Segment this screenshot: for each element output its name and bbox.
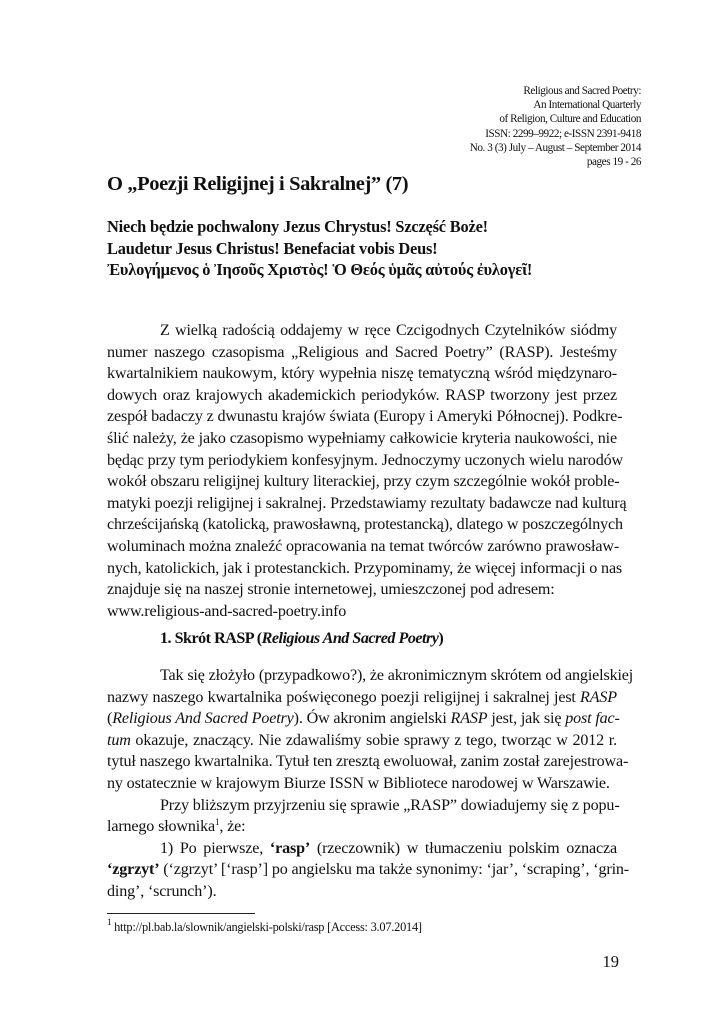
text-run-bold: ‘zgrzyt’ xyxy=(107,861,160,879)
footnote-number: 1 xyxy=(107,917,112,927)
text-run: okazuje, znaczący. Nie zdawaliśmy sobie sprawy z tego, tworząc w 2012 r. xyxy=(130,731,617,749)
text-line xyxy=(107,838,617,860)
text-run-italic: RASP xyxy=(580,688,617,706)
greeting-latin: Laudetur Jesus Christus! Benefaciat vobis Deus! xyxy=(107,238,438,258)
text-line: numer naszego czasopisma „Religious and Sacred Poetry” (RASP). Jesteśmy xyxy=(107,343,617,361)
section-paragraphs xyxy=(107,665,634,903)
text-line: chrześcijańską (katolicką, prawosławną, protestancką), dlatego w poszczególnych xyxy=(107,516,623,534)
section-heading-suffix: ) xyxy=(438,630,444,647)
text-line: Przy bliższym przyjrzeniu się sprawie „RASP” dowiadujemy się z popu- xyxy=(160,796,620,814)
footnote-reference[interactable]: 1 xyxy=(215,817,220,828)
text-line xyxy=(107,816,617,838)
text-run-italic: RASP xyxy=(450,710,488,728)
section-heading-prefix: 1. Skrót RASP ( xyxy=(160,630,262,647)
greetings-block xyxy=(107,216,532,281)
text-run: larnego słownika xyxy=(107,818,215,836)
masthead-line: Religious and Sacred Poetry: xyxy=(523,85,641,97)
footnote-text: http://pl.bab.la/slownik/angielski-polski/rasp [Access: 3.07.2014] xyxy=(111,920,422,934)
text-run: ( xyxy=(107,710,113,728)
text-line: Z wielką radością oddajemy w ręce Czcigodnych Czytelników siódmy xyxy=(160,322,617,339)
text-line: nych, katolickich, jak i protestanckich. Przypominamy, że więcej informacji o nas xyxy=(107,559,623,577)
text-run: 1) Po pierwsze, xyxy=(160,839,270,857)
text-line: ny ostatecznie w krajowym Biurze ISSN w Bibliotece narodowej w Warszawie. xyxy=(107,774,610,792)
page-number: 19 xyxy=(602,952,619,971)
section-heading-italic: Religious And Sacred Poetry xyxy=(261,630,439,647)
text-line xyxy=(107,859,629,881)
text-run-italic: tum xyxy=(107,731,131,749)
masthead-line: of Religion, Culture and Education xyxy=(499,113,641,126)
masthead-line: ISSN: 2299–9922; e-ISSN 2391-9418 xyxy=(485,127,641,140)
text-run: (rzeczownik) w tłumaczeniu polskim oznacza xyxy=(310,839,617,857)
article-title: O „Poezji Religijnej i Sakralnej” (7) xyxy=(107,173,409,195)
text-line: ding’, ‘scrunch’). xyxy=(107,882,217,900)
footnote xyxy=(107,917,422,935)
footnote-divider xyxy=(107,913,255,914)
text-run-italic: Religious And Sacred Poetry xyxy=(112,710,294,728)
masthead-line: pages 19 - 26 xyxy=(586,156,641,169)
text-run: jest, jak się xyxy=(487,710,566,728)
text-run-italic: post fac- xyxy=(565,710,620,728)
text-run: nazwy naszego kwartalnika poświęconego poezji religijnej i sakralnej jest xyxy=(107,688,581,706)
text-line: znajduje się na naszej stronie internetowej, umieszczonej pod adresem: xyxy=(107,581,555,599)
text-line: Tak się złożyło (przypadkowo?), że akronimicznym skrótem od angielskiej xyxy=(160,667,634,684)
text-line: kwartalnikiem naukowym, który wypełnia niszę tematyczną wśród międzynaro- xyxy=(107,365,617,383)
text-line: dowych oraz krajowych akademickich periodyków. RASP tworzony jest przez xyxy=(107,386,617,404)
website-url: www.religious-and-sacred-poetry.info xyxy=(107,602,347,620)
text-run: , że: xyxy=(219,818,246,836)
masthead-line: No. 3 (3) July – August – September 2014 xyxy=(469,141,641,154)
text-line: wokół obszaru religijnej kultury literackiej, przy czym szczególnie wokół proble- xyxy=(107,473,620,491)
greeting-polish: Niech będzie pochwalony Jezus Chrystus! Szczęść Boże! xyxy=(107,217,488,236)
text-line: zespół badaczy z dwunastu krajów świata (Europy i Ameryki Północnej). Podkre- xyxy=(107,408,623,426)
text-line: ślić należy, że jako czasopismo wypełniamy całkowicie kryteria naukowości, nie xyxy=(107,429,617,447)
text-line xyxy=(107,687,617,709)
section-heading xyxy=(160,630,443,648)
text-line: będąc przy tym periodykiem konfesyjnym. Jednoczymy uczonych wielu narodów xyxy=(107,451,623,469)
text-line: matyki poezji religijnej i sakralnej. Przedstawiamy rezultaty badawcze nad kulturą xyxy=(107,494,627,512)
text-line xyxy=(107,708,620,730)
text-line: tytuł naszego kwartalnika. Tytuł ten zresztą ewoluował, zanim został zarejestrowa- xyxy=(107,753,629,771)
masthead-line: An International Quarterly xyxy=(533,99,641,112)
text-run-bold: ‘rasp’ xyxy=(269,839,311,857)
text-line: woluminach można znaleźć opracowania na temat twórców zarówno prawosław- xyxy=(107,537,620,555)
text-line xyxy=(107,730,617,752)
intro-paragraph xyxy=(107,320,627,622)
text-run: ). Ów akronim angielski xyxy=(293,710,451,728)
text-run: (‘zgrzyt’ [‘rasp’] po angielsku ma także synonimy: ‘jar’, ‘scraping’, ‘grin- xyxy=(159,861,629,879)
journal-masthead xyxy=(470,84,641,169)
greeting-greek: Ἐυλογήμενος ὁ Ἰησοῦς Χριστὸς! Ὁ Θεός ὑμᾶς αὐτούς ἐυλογεῖ! xyxy=(107,260,533,279)
